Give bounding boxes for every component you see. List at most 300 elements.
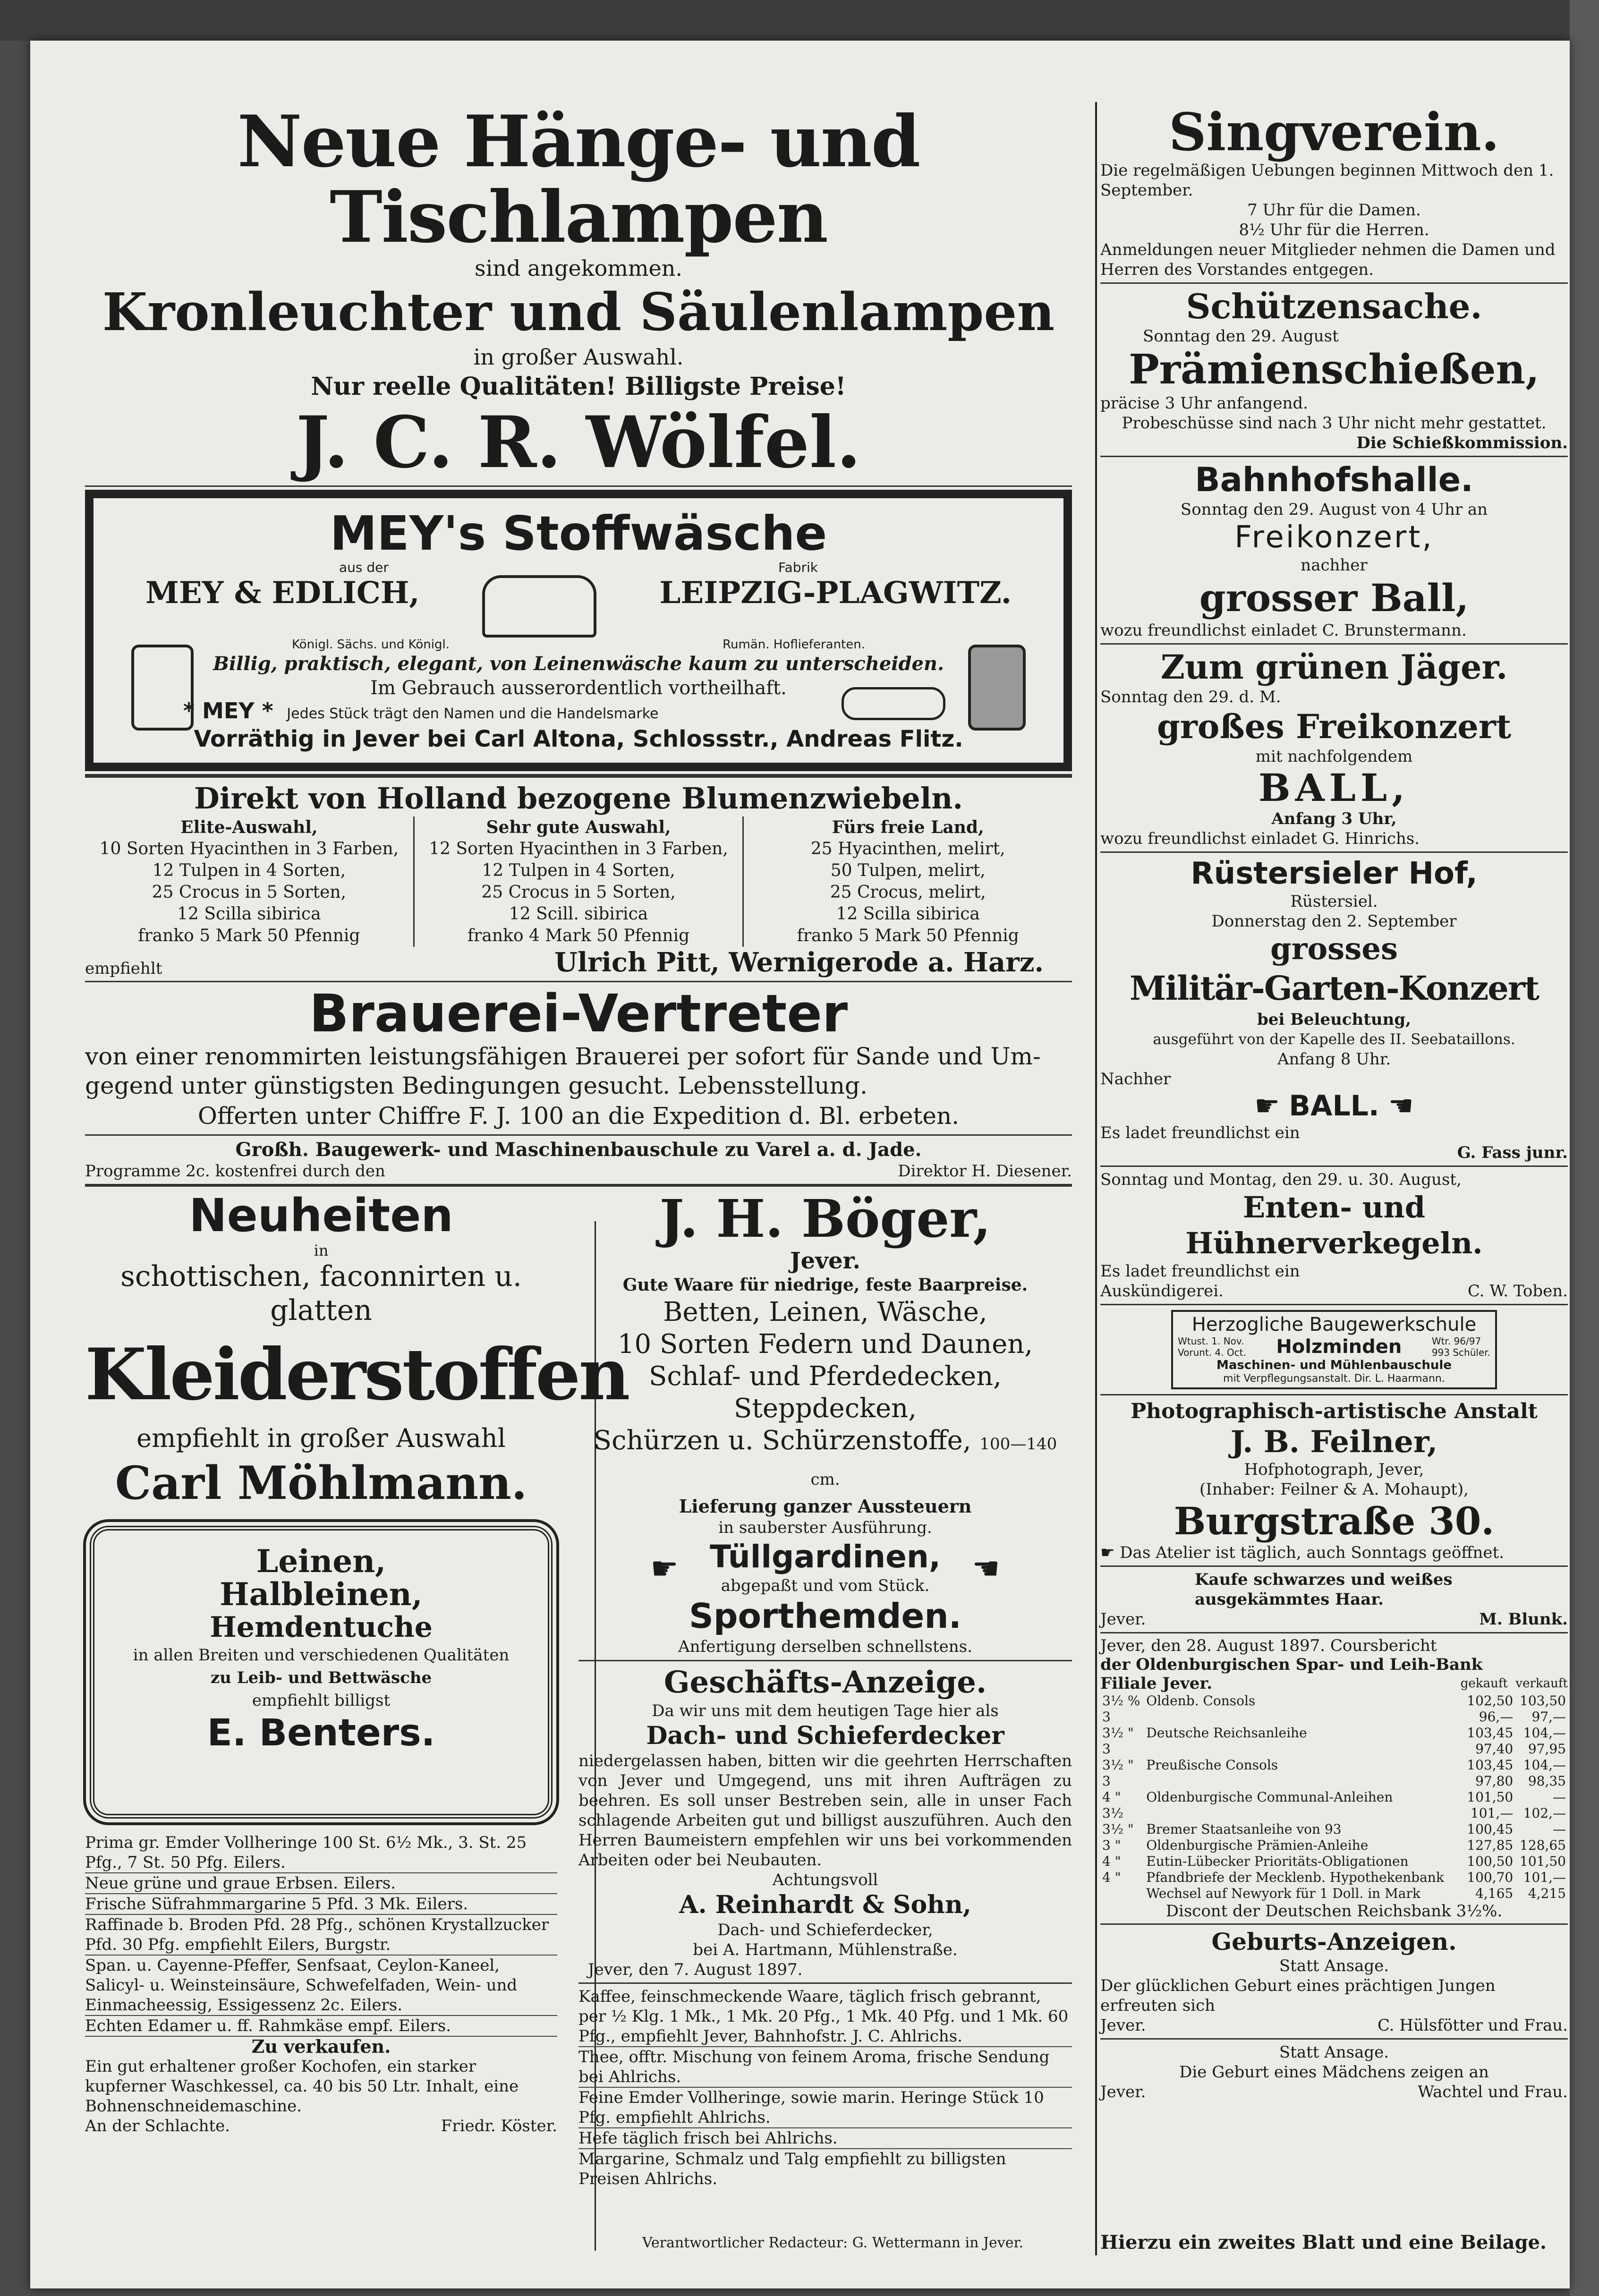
mey-right: LEIPZIG-PLAGWITZ. — [659, 575, 1012, 611]
kurs-name: Eutin-Lübecker Prioritäts-Obligationen — [1146, 1854, 1409, 1869]
schuetzen-l1: Sonntag den 29. August — [1143, 327, 1339, 346]
ruester-l4: Militär-Garten-Konzert — [1129, 969, 1539, 1008]
jaeger-l3: mit nachfolgendem — [1255, 747, 1413, 766]
brauerei-l2: gegend unter günstigsten Bedingungen gesucht. Lebensstellung. — [85, 1072, 868, 1099]
reinhardt-firm: A. Reinhardt & Sohn, — [679, 1890, 971, 1919]
kurs-row — [1100, 1789, 1568, 1805]
mey-firm-row — [103, 575, 1054, 638]
mey-left: MEY & EDLICH, — [145, 575, 420, 611]
blumen-title: Direkt von Holland bezogene Blumenzwiebeln. — [194, 781, 963, 816]
lamp-sub1: sind angekommen. — [474, 255, 682, 281]
verkaufen-text: Ein gut erhaltener großer Kochofen, ein starker kupferner Waschkessel, ca. 40 bis 50 Ltr. Inhalt, eine Bohnenschneidemaschine. — [85, 2057, 519, 2116]
toben-row — [1100, 1281, 1568, 1301]
mey-aus-fabrik — [103, 560, 1054, 575]
blumen-line: 25 Hyacinthen, melirt, — [810, 839, 1005, 859]
schuetzen-l2: präcise 3 Uhr anfangend. — [1100, 394, 1308, 413]
kurs-rate: 3 " — [1102, 1837, 1121, 1853]
feilner-l5: Burgstraße 30. — [1174, 1499, 1495, 1543]
blunk-ad — [1100, 1570, 1568, 1629]
blumen-line: 50 Tulpen, melirt, — [830, 861, 986, 880]
kurs-row — [1100, 1821, 1568, 1837]
boeger-town: Jever. — [790, 1248, 861, 1274]
kurs-buy: 100,70 — [1467, 1870, 1514, 1885]
blumen-line: 25 Crocus in 5 Sorten, — [152, 883, 347, 902]
kurs-discont: Discont der Deutschen Reichsbank 3½%. — [1165, 1902, 1503, 1921]
holzminden-l5: Vorunt. 4. Oct. — [1178, 1347, 1246, 1358]
varel-l1: Großh. Baugewerk- und Maschinenbauschule zu Varel a. d. Jade. — [235, 1139, 922, 1161]
footer-editor: Verantwortlicher Redacteur: G. Wettermann in Jever. — [642, 2235, 1024, 2251]
neuheiten-l2: empfiehlt in großer Auswahl — [136, 1423, 506, 1453]
kurs-row — [1100, 1741, 1568, 1757]
holzminden-l8: mit Verpflegungsanstalt. Dir. L. Haarmann. — [1223, 1373, 1445, 1385]
kurs-row — [1100, 1757, 1568, 1773]
ahlrichs-item: Thee, offtr. Mischung von feinem Aroma, frische Sendung bei Ahlrichs. — [578, 2047, 1072, 2088]
jaeger-l1: Sonntag den 29. d. M. — [1100, 688, 1281, 706]
ruester-l9-row — [1100, 1089, 1568, 1123]
kurs-rate: 3 — [1102, 1741, 1111, 1757]
lamp-title: Neue Hänge- und Tischlampen — [237, 100, 920, 259]
blumen-col-head: Elite-Auswahl, — [180, 817, 318, 837]
kurs-col1: gekauft — [1460, 1676, 1508, 1691]
brauerei-ad — [85, 985, 1072, 1131]
kurs-sell: 128,65 — [1520, 1837, 1566, 1853]
lamp-ad — [85, 100, 1072, 484]
kurs-col-heads — [1461, 1674, 1568, 1693]
benters-firm: E. Benters. — [207, 1712, 435, 1754]
divider — [1100, 1565, 1568, 1567]
kurs-sell: 103,50 — [1520, 1693, 1566, 1709]
varel-ad — [85, 1139, 1072, 1181]
kurs-rate: 4 " — [1102, 1870, 1121, 1885]
kurs-head1: Jever, den 28. August 1897. Coursbericht — [1100, 1636, 1437, 1655]
column-divider — [1095, 102, 1097, 2255]
kurs-name: Oldenb. Consols — [1146, 1693, 1256, 1709]
bahnhof-l5: wozu freundlichst einladet C. Brunstermann. — [1100, 621, 1467, 640]
blumen-line: franko 5 Mark 50 Pfennig — [138, 926, 360, 945]
kurs-sell: 102,— — [1523, 1805, 1566, 1821]
divider — [1100, 1394, 1568, 1395]
blumen-line: 12 Tulpen in 4 Sorten, — [482, 861, 675, 880]
boeger-l3: 10 Sorten Federn und Daunen, — [617, 1329, 1033, 1360]
kurs-sell: 97,95 — [1528, 1741, 1566, 1757]
cuff-icon-right — [968, 645, 1026, 731]
blumen-col-head: Fürs freie Land, — [832, 817, 984, 837]
divider — [578, 1982, 1072, 1984]
boeger-l10: Sporthemden. — [689, 1596, 961, 1636]
pointing-hand-left-icon: ☚ — [972, 1550, 1000, 1587]
kurs-sell: 104,— — [1523, 1757, 1566, 1773]
ruester-l6: ausgeführt von der Kapelle des II. Seebataillons. — [1153, 1031, 1515, 1048]
ruester-l11: G. Fass junr. — [1457, 1143, 1568, 1162]
right-column — [1100, 104, 1568, 2102]
neuheiten-big: Kleiderstoffen — [85, 1333, 629, 1416]
singverein-title: Singverein. — [1168, 102, 1499, 162]
kurs-rate: 4 " — [1102, 1789, 1121, 1805]
kurs-name — [1144, 1741, 1462, 1757]
schuetzen-l3: Probeschüsse sind nach 3 Uhr nicht mehr gestattet. — [1122, 414, 1547, 433]
schuetzen-title: Schützensache. — [1186, 286, 1482, 326]
kurs-row — [1100, 1886, 1568, 1902]
boeger-l6: Lieferung ganzer Aussteuern — [679, 1496, 972, 1517]
brauerei-l3: Offerten unter Chiffre F. J. 100 an die Expedition d. Bl. erbeten. — [197, 1102, 960, 1130]
brauerei-l1: von einer renommirten leistungsfähigen Brauerei per sofort für Sande und Um- — [85, 1043, 1041, 1070]
blumen-firm: Ulrich Pitt, Wernigerode a. Harz. — [554, 947, 1044, 978]
geburt-ad — [1100, 1928, 1568, 2102]
kurs-name: Oldenburgische Prämien-Anleihe — [1146, 1837, 1369, 1853]
benters-l4: in allen Breiten und verschiedenen Qualitäten — [133, 1646, 510, 1665]
kurs-sell: 104,— — [1523, 1725, 1566, 1741]
kurs-row — [1100, 1805, 1568, 1821]
benters-ad — [90, 1526, 553, 1819]
blumen-col-3 — [744, 816, 1072, 947]
boeger-l5: Schürzen u. Schürzenstoffe, — [593, 1425, 971, 1456]
divider — [1100, 282, 1568, 284]
kurs-name: Wechsel auf Newyork für 1 Doll. in Mark — [1146, 1886, 1420, 1901]
kurs-sell: 4,215 — [1528, 1886, 1566, 1901]
feilner-l4: (Inhaber: Feilner & A. Mohaupt), — [1199, 1480, 1469, 1499]
ruester-l1: Rüstersiel. — [1290, 892, 1378, 911]
schuetzen-ad — [1100, 287, 1568, 453]
eilers-item: Echten Edamer u. ff. Rahmkäse empf. Eilers. — [85, 2016, 557, 2037]
holzminden-l3: Holzminden — [1276, 1336, 1402, 1358]
blumen-line: 10 Sorten Hyacinthen in 3 Farben, — [99, 839, 399, 859]
kurs-sell: 101,50 — [1520, 1854, 1566, 1869]
scan-top-edge — [0, 0, 1599, 41]
reinhardt-text: niedergelassen haben, bitten wir die geehrten Herrschaften von Jever und Umgegend, uns mit ihren Aufträgen zu beehren. Es soll unser Bestreben sein, alle in unser Fach schlagende Arbeiten gut und billigst auszuführen. Auch den Herren Baumeistern empfehlen wir uns bei vorkommenden Arbeiten oder bei Neubauten. — [578, 1752, 1072, 1870]
ruester-l2: Donnerstag den 2. September — [1211, 912, 1457, 931]
reinhardt-s1: Dach- und Schieferdecker, — [717, 1921, 933, 1939]
geburt-a3l: Jever. — [1100, 2016, 1146, 2035]
mey-line3: Jedes Stück trägt den Namen und die Handelsmarke — [287, 706, 659, 722]
reinhardt-achtung: Achtungsvoll — [772, 1871, 878, 1889]
left-column — [85, 100, 1072, 2189]
feilner-ad — [1100, 1398, 1568, 1563]
cuff-icon-left — [131, 645, 194, 731]
divider — [1100, 1165, 1568, 1167]
mey-line2: Im Gebrauch ausserordentlich vortheilhaft. — [370, 677, 787, 699]
geburt-b2: Die Geburt eines Mädchens zeigen an — [1179, 2063, 1489, 2082]
kurs-name: Bremer Staatsanleihe von 93 — [1146, 1821, 1342, 1837]
singverein-l2: 7 Uhr für die Damen. — [1247, 201, 1421, 220]
subcol-a — [85, 1189, 629, 2189]
kurs-head-row — [1100, 1674, 1568, 1693]
schuetzen-l4: Die Schießkommission. — [1356, 434, 1568, 452]
divider — [85, 774, 1072, 778]
verkaufen-sign — [85, 2116, 557, 2136]
kurs-table-body — [1100, 1693, 1568, 1902]
boeger-l7: in sauberster Ausführung. — [718, 1518, 932, 1537]
singverein-l1: Die regelmäßigen Uebungen beginnen Mittwoch den 1. September. — [1100, 161, 1554, 200]
kurs-sell: — — [1553, 1821, 1566, 1837]
feilner-l6-row — [1100, 1543, 1568, 1563]
kurs-buy: 101,50 — [1467, 1789, 1514, 1805]
kurs-rate: 4 " — [1102, 1854, 1121, 1869]
divider — [1100, 1632, 1568, 1633]
eilers-item: Neue grüne und graue Erbsen. Eilers. — [85, 1873, 557, 1894]
ruester-l8: Nachher — [1100, 1070, 1171, 1088]
neuheiten-title: Neuheiten — [189, 1189, 453, 1242]
boeger-title: J. H. Böger, — [659, 1188, 991, 1249]
kurs-name — [1144, 1805, 1462, 1821]
ruester-l7: Anfang 8 Uhr. — [1277, 1050, 1391, 1069]
kurs-row — [1100, 1837, 1568, 1854]
geburt-a3r: C. Hülsfötter und Frau. — [1377, 2016, 1568, 2035]
holzminden-l1: Herzogliche Baugewerkschule — [1191, 1314, 1477, 1335]
boeger-l8: Tüllgardinen, — [710, 1539, 941, 1575]
blumen-line: 25 Crocus, melirt, — [830, 883, 986, 902]
kurs-buy: 97,80 — [1475, 1773, 1514, 1789]
kurs-col2: verkauft — [1515, 1676, 1568, 1691]
blunk-left: Jever. — [1100, 1610, 1146, 1629]
eilers-list — [85, 1833, 557, 2037]
pointing-hand-left-icon: ☚ — [1388, 1089, 1414, 1122]
ruester-l9: BALL. — [1289, 1089, 1379, 1122]
geburt-a1: Statt Ansage. — [1279, 1956, 1389, 1975]
lamp-firm: J. C. R. Wölfel. — [296, 401, 861, 484]
blumen-line: 25 Crocus in 5 Sorten, — [481, 883, 676, 902]
kurs-rate: 3½ " — [1102, 1821, 1134, 1837]
verkaufen-title: Zu verkaufen. — [251, 2036, 391, 2057]
ahlrichs-item: Hefe täglich frisch bei Ahlrichs. — [578, 2128, 1072, 2149]
subcol-b — [564, 1190, 1072, 2189]
handshake-icon — [842, 687, 945, 720]
singverein-ad — [1100, 104, 1568, 280]
benters-l3: Hemdentuche — [210, 1611, 433, 1644]
kurs-rate — [1100, 1886, 1144, 1902]
kurs-buy: 103,45 — [1467, 1725, 1514, 1741]
blunk-row — [1100, 1609, 1568, 1629]
bahnhof-ad — [1100, 460, 1568, 640]
kurs-row — [1100, 1693, 1568, 1709]
varel-l3: Direktor H. Diesener. — [898, 1162, 1072, 1181]
eilers-item: Span. u. Cayenne-Pfeffer, Senfsaat, Ceylon-Kaneel, Salicyl- u. Weinsteinsäure, Schwefelfaden, Wein- und Einmacheessig, Essigessenz 2c. Eilers. — [85, 1956, 557, 2016]
eilers-item: Raffinade b. Broden Pfd. 28 Pfg., schönen Krystallzucker Pfd. 30 Pfg. empfiehlt Eilers, Burgstr. — [85, 1915, 557, 1956]
blumen-line: franko 5 Mark 50 Pfennig — [797, 926, 1019, 945]
bahnhof-l1: Sonntag den 29. August von 4 Uhr an — [1180, 500, 1488, 519]
ruester-l5: bei Beleuchtung, — [1257, 1010, 1411, 1029]
kurs-buy: 4,165 — [1475, 1886, 1514, 1901]
boeger-l2: Betten, Leinen, Wäsche, — [663, 1297, 987, 1327]
kurs-name: Deutsche Reichsanleihe — [1146, 1725, 1307, 1741]
neuheiten-firm: Carl Möhlmann. — [115, 1456, 527, 1510]
mey-hof-left: Königl. Sächs. und Königl. — [292, 638, 450, 652]
benters-l1: Leinen, — [256, 1543, 386, 1580]
reinhardt-date: Jever, den 7. August 1897. — [588, 1960, 803, 1979]
holzminden-l2: Wtust. 1. Nov. — [1178, 1335, 1244, 1347]
lamp-sub3: Nur reelle Qualitäten! Billigste Preise! — [311, 372, 846, 401]
divider — [85, 1184, 1072, 1187]
ruester-ad — [1100, 856, 1568, 1163]
jaeger-ad — [1100, 647, 1568, 849]
divider — [578, 1660, 1072, 1661]
holzminden-l6: 993 Schüler. — [1431, 1347, 1490, 1358]
kurs-table — [1100, 1693, 1568, 1902]
kurs-row — [1100, 1725, 1568, 1741]
reinhardt-l2: Dach- und Schieferdecker — [646, 1721, 1004, 1750]
ahlrichs-item: Margarine, Schmalz und Talg empfiehlt zu billigsten Preisen Ahlrichs. — [578, 2150, 1006, 2188]
kurs-buy: 97,40 — [1475, 1741, 1514, 1757]
kurs-sell: 101,— — [1523, 1870, 1566, 1885]
kurs-name — [1144, 1709, 1462, 1725]
reinhardt-ad — [578, 1664, 1072, 1980]
holzminden-right — [1432, 1335, 1490, 1358]
divider — [1100, 1923, 1568, 1925]
ahlrichs-item: Feine Emder Vollheringe, sowie marin. Heringe Stück 10 Pfg. empfiehlt Ahlrichs. — [578, 2088, 1072, 2128]
jaeger-l6: wozu freundlichst einladet G. Hinrichs. — [1100, 829, 1420, 848]
kurs-buy: 127,85 — [1467, 1837, 1514, 1853]
collar-icon — [482, 575, 596, 638]
pointing-hand-right-icon: ☛ — [1100, 1543, 1120, 1562]
reinhardt-title: Geschäfts-Anzeige. — [663, 1665, 987, 1700]
kurs-rate: 3 — [1102, 1773, 1111, 1789]
jaeger-title: Zum grünen Jäger. — [1160, 647, 1508, 687]
mey-line4: Vorräthig in Jever bei Carl Altona, Schlossstr., Andreas Flitz. — [194, 726, 963, 752]
ruester-l10: Es ladet freundlichst ein — [1100, 1123, 1300, 1142]
kurs-name: Preußische Consols — [1146, 1757, 1278, 1773]
toben-l5: C. W. Toben. — [1467, 1282, 1568, 1301]
kurs-buy: 102,50 — [1467, 1693, 1514, 1709]
geburt-a2: Der glücklichen Geburt eines prächtigen Jungen erfreuten sich — [1100, 1976, 1496, 2015]
kurs-name: Oldenburgische Communal-Anleihen — [1146, 1789, 1393, 1805]
divider — [1100, 1304, 1568, 1305]
eilers-item: Frische Süfrahmmargarine 5 Pfd. 3 Mk. Eilers. — [85, 1894, 557, 1915]
lamp-title2: Kronleuchter und Säulenlampen — [102, 281, 1055, 342]
kurs-name — [1144, 1773, 1462, 1789]
varel-row — [85, 1161, 1072, 1181]
kurs-row — [1100, 1854, 1568, 1870]
bahnhof-l3: nachher — [1301, 556, 1368, 575]
kurs-buy: 100,45 — [1467, 1821, 1514, 1837]
divider — [1100, 2038, 1568, 2040]
kurs-sell: — — [1553, 1789, 1566, 1805]
kurs-ad — [1100, 1636, 1568, 1921]
reinhardt-l1: Da wir uns mit dem heutigen Tage hier als — [652, 1701, 999, 1720]
ahlrichs-item: Kaffee, feinschmeckende Waare, täglich frisch gebrannt, per ½ Klg. 1 Mk., 1 Mk. 20 Pfg., 1 Mk. 40 Pfg. und 1 Mk. 60 Pfg., empfiehlt Jever, Bahnhofstr. J. C. Ahlrichs. — [578, 1987, 1072, 2047]
blumen-line: 12 Scilla sibirica — [836, 904, 980, 924]
benters-l6: empfiehlt billigst — [252, 1691, 391, 1710]
kurs-buy: 101,— — [1470, 1805, 1514, 1821]
kurs-rate: 3½ " — [1102, 1725, 1134, 1741]
divider — [1100, 851, 1568, 853]
kurs-head2: der Oldenburgischen Spar- und Leih-Bank — [1100, 1655, 1483, 1674]
divider — [1100, 456, 1568, 457]
geburt-title: Geburts-Anzeigen. — [1211, 1928, 1457, 1956]
blumen-ad — [85, 781, 1072, 978]
mey-hof-row — [103, 638, 1054, 652]
toben-l3: Es ladet freundlichst ein — [1100, 1262, 1300, 1281]
kurs-row — [1100, 1773, 1568, 1789]
benters-l5: zu Leib- und Bettwäsche — [210, 1668, 432, 1687]
holzminden-left — [1178, 1335, 1246, 1358]
kurs-head3: Filiale Jever. — [1100, 1674, 1213, 1693]
blumen-col-1 — [85, 816, 415, 947]
boeger-ad — [578, 1190, 1072, 1657]
blumen-line: franko 4 Mark 50 Pfennig — [467, 926, 690, 945]
holzminden-l7: Maschinen- und Mühlenbauschule — [1216, 1358, 1452, 1372]
neuheiten-ad — [85, 1189, 629, 1512]
neuheiten-in: in — [314, 1242, 329, 1259]
bahnhof-title: Bahnhofshalle. — [1195, 460, 1473, 499]
blumen-line: 12 Scill. sibirica — [509, 904, 648, 924]
kurs-buy: 100,50 — [1467, 1854, 1514, 1869]
blumen-sign-row — [85, 947, 1072, 978]
blunk-right: M. Blunk. — [1479, 1610, 1568, 1629]
feilner-l3: Hofphotograph, Jever, — [1244, 1460, 1424, 1479]
feilner-l2: J. B. Feilner, — [1230, 1424, 1438, 1460]
geburt-b3 — [1100, 2082, 1568, 2102]
toben-l1: Sonntag und Montag, den 29. u. 30. August, — [1100, 1170, 1462, 1189]
divider — [1100, 643, 1568, 645]
blumen-col-2 — [415, 816, 744, 947]
boeger-l1: Gute Waare für niedrige, feste Baarpreise. — [622, 1275, 1028, 1295]
verkaufen-sign-right: Friedr. Köster. — [441, 2117, 557, 2135]
toben-ad — [1100, 1170, 1568, 1301]
geburt-b3l: Jever. — [1100, 2083, 1146, 2101]
mey-fabrik: Fabrik — [778, 560, 818, 575]
boeger-l5-row — [578, 1425, 1072, 1496]
blumen-col-head: Sehr gute Auswahl, — [486, 817, 671, 837]
kurs-rate: 3½ % — [1102, 1693, 1140, 1709]
mey-hof-right: Rumän. Hoflieferanten. — [723, 638, 865, 652]
scan-right-edge — [1570, 0, 1599, 2296]
singverein-l3: 8½ Uhr für die Herren. — [1239, 221, 1429, 239]
reinhardt-s2: bei A. Hartmann, Mühlenstraße. — [693, 1940, 958, 1959]
boeger-l11: Anfertigung derselben schnellstens. — [678, 1637, 972, 1656]
kurs-rate: 3 — [1102, 1709, 1111, 1725]
boeger-l4: Schlaf- und Pferdedecken, Steppdecken, — [649, 1361, 1002, 1424]
kurs-sell: 98,35 — [1528, 1773, 1566, 1789]
divider — [85, 485, 1072, 487]
bahnhof-l2: Freikonzert, — [1234, 520, 1434, 555]
holzminden-ad — [1171, 1310, 1497, 1389]
boeger-l9: abgepaßt und vom Stück. — [721, 1576, 930, 1595]
kurs-row — [1100, 1709, 1568, 1725]
kurs-row — [1100, 1870, 1568, 1886]
divider — [85, 1134, 1072, 1136]
kurs-name: Pfandbriefe der Mecklenb. Hypothekenbank — [1146, 1870, 1444, 1885]
geburt-a3 — [1100, 2015, 1568, 2035]
kurs-buy: 96,— — [1479, 1709, 1514, 1725]
brauerei-title: Brauerei-Vertreter — [309, 983, 848, 1044]
blumen-line: 12 Sorten Hyacinthen in 3 Farben, — [429, 839, 728, 859]
bahnhof-l4: grosser Ball, — [1199, 576, 1469, 620]
blumen-empfiehlt: empfiehlt — [85, 959, 162, 978]
feilner-l1: Photographisch-artistische Anstalt — [1130, 1399, 1538, 1423]
ahlrichs-list — [578, 1987, 1072, 2189]
kurs-rate: 3½ — [1102, 1805, 1123, 1821]
mey-line1: Billig, praktisch, elegant, von Leinenwäsche kaum zu unterscheiden. — [213, 653, 944, 675]
mey-brand: * MEY * — [183, 698, 273, 723]
geburt-b3r: Wachtel und Frau. — [1418, 2083, 1568, 2101]
pointing-hand-right-icon: ☛ — [1254, 1089, 1280, 1122]
jaeger-l4: BALL, — [1258, 765, 1410, 810]
mey-aus-der: aus der — [339, 560, 389, 575]
divider — [85, 981, 1072, 982]
verkaufen-ad — [85, 2037, 557, 2136]
blumen-line: 12 Tulpen in 4 Sorten, — [152, 861, 346, 880]
eilers-item: Prima gr. Emder Vollheringe 100 St. 6½ Mk., 3. St. 25 Pfg., 7 St. 50 Pfg. Eilers. — [85, 1833, 557, 1873]
kurs-rate: 3½ " — [1102, 1757, 1134, 1773]
kurs-buy: 103,45 — [1467, 1757, 1514, 1773]
mey-ad — [85, 490, 1072, 771]
pointing-hand-right-icon: ☛ — [650, 1550, 679, 1587]
holzminden-l4: Wtr. 96/97 — [1431, 1335, 1481, 1347]
ruester-title: Rüstersieler Hof, — [1191, 856, 1478, 891]
kurs-sell: 97,— — [1531, 1709, 1566, 1725]
lamp-sub2: in großer Auswahl. — [473, 344, 684, 370]
geburt-b1: Statt Ansage. — [1279, 2043, 1389, 2062]
footer-supplement: Hierzu ein zweites Blatt und eine Beilage. — [1100, 2231, 1547, 2253]
